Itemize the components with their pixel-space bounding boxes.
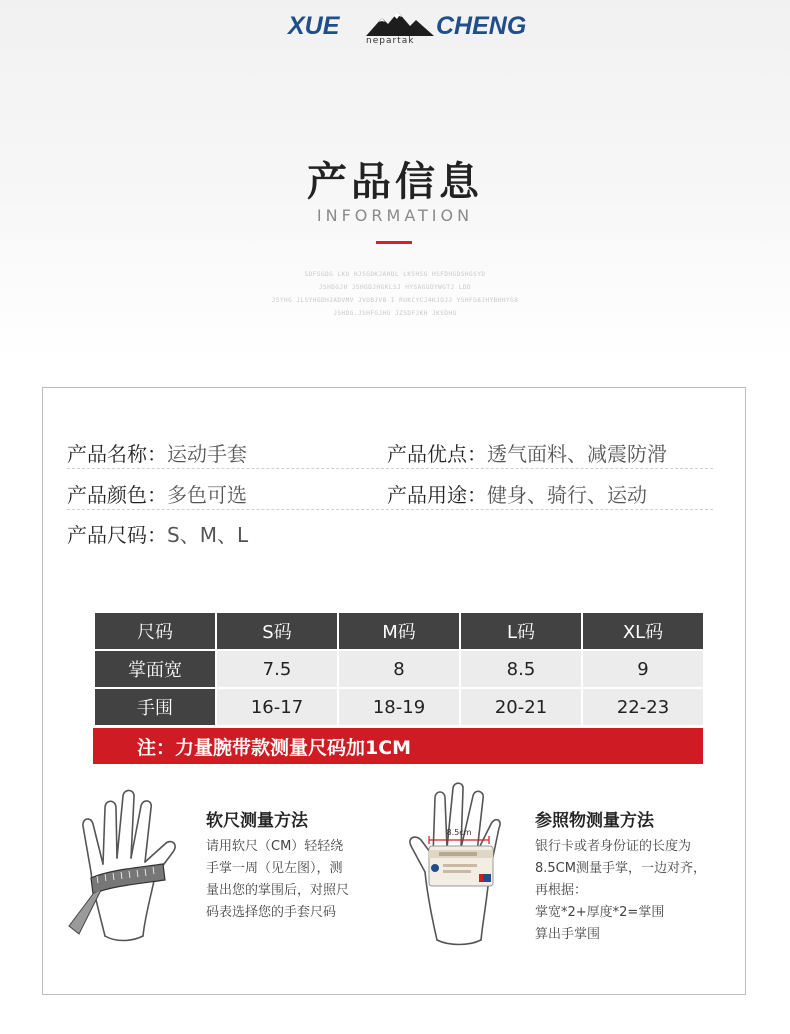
table-cell: 18-19 [338,688,460,726]
info-row [67,432,713,469]
table-row [94,650,704,688]
method-line: 银行卡或者身份证的长度为 [535,839,692,854]
size-note-bar [93,728,703,764]
reference-method-title: 参照物测量方法 [535,811,654,831]
product-name-value: 运动手套 [167,442,247,466]
table-cell: 8.5 [460,650,582,688]
product-color-value: 多色可选 [167,483,247,507]
hand-card-illustration [399,780,529,950]
table-header-cell: L码 [460,612,582,650]
table-row [94,688,704,726]
method-line: 请用软尺（CM）轻轻绕 [206,839,344,854]
soft-ruler-method-title: 软尺测量方法 [206,811,308,831]
method-line: 掌宽*2+厚度*2=掌围 [535,905,665,920]
method-line: 8.5CM测量手掌，一边对齐， [535,861,706,876]
product-color-label: 产品颜色： [67,483,167,507]
info-row [67,513,713,549]
product-advantage [387,438,667,467]
product-name-label: 产品名称： [67,442,167,466]
table-header-cell: S码 [216,612,338,650]
product-name [67,438,247,467]
table-cell: 7.5 [216,650,338,688]
size-table-header [94,612,704,650]
hand-soft-ruler-illustration [65,786,205,948]
method-line: 手掌一周（见左图），测 [206,861,343,876]
size-note-text: 注：力量腕带款测量尺码加1CM [137,737,412,759]
table-cell: 20-21 [460,688,582,726]
deco-line: JSHDG.JSHFGJHG JZSDFJKH JKSDHG [333,310,457,317]
page-title: 产品信息 [307,159,483,205]
product-usage-label: 产品用途： [387,483,487,507]
product-size-value: S、M、L [167,523,249,547]
table-header-cell: M码 [338,612,460,650]
soft-ruler-method-text [206,836,349,924]
table-header-cell: XL码 [582,612,704,650]
method-line: 码表选择您的手套尺码 [206,905,337,920]
info-row [67,473,713,510]
product-info-panel [42,387,746,995]
deco-line: SDFSGDG LKU HJSGDKJAHDL LKSHSG HSFDHGDSHGSYD [304,271,486,278]
product-usage [387,479,647,508]
card-length-label: 8.5cm [446,828,472,837]
table-header-cell: 尺码 [94,612,216,650]
product-size-label: 产品尺码： [67,523,167,547]
product-color [67,479,247,508]
decorative-text [200,268,590,320]
method-line: 算出手掌围 [535,927,601,942]
page-subtitle: INFORMATION [316,206,474,225]
title-accent-line [376,241,412,244]
product-usage-value: 健身、骑行、运动 [487,483,647,507]
logo-right-word: CHENG [436,12,527,40]
logo-subtext: nepartak [366,36,415,46]
table-cell: 16-17 [216,688,338,726]
mountain-icon [364,12,436,38]
brand-logo [0,10,790,50]
logo-left-word: XUE [288,12,340,40]
product-size [67,519,248,548]
method-line: 再根据： [535,883,588,898]
deco-line: JSHDGJH JSHGDJHGKLSJ HYSAGUDYWGTJ LDD [318,284,472,291]
size-table [93,611,705,727]
method-line: 量出您的掌围后，对照尺 [206,883,350,898]
product-advantage-label: 产品优点： [387,442,487,466]
table-cell: 22-23 [582,688,704,726]
reference-method-text [535,836,706,946]
table-row-label: 手围 [94,688,216,726]
table-row-label: 掌面宽 [94,650,216,688]
deco-line: JSYHG JLSYHGDHJADVMV JVOBJV8 I RUKCYCJ4KJOJJ YSHFG8JHYBHHYG8 [271,297,519,304]
table-cell: 8 [338,650,460,688]
table-cell: 9 [582,650,704,688]
product-advantage-value: 透气面料、减震防滑 [487,442,667,466]
